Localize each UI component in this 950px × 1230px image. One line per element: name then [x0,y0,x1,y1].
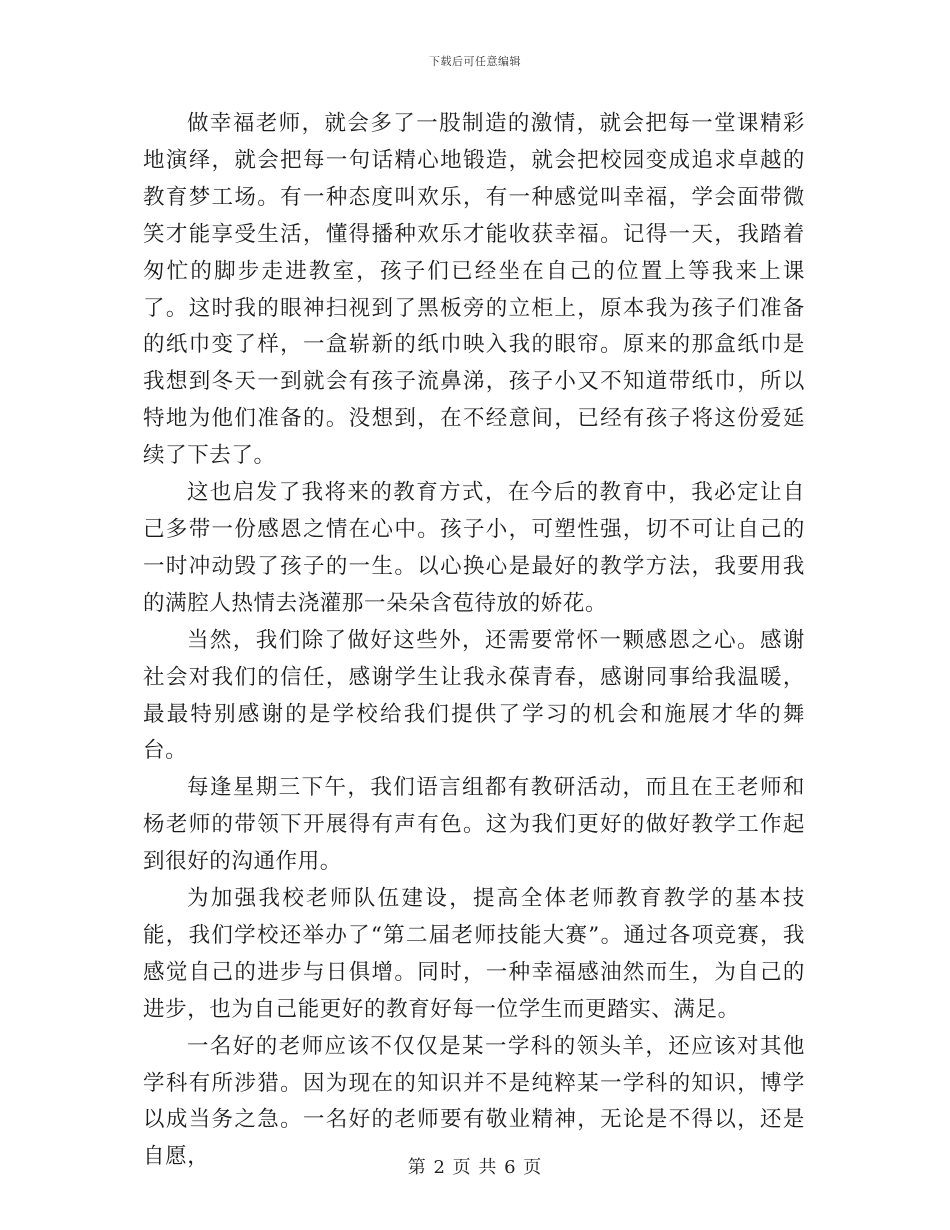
document-body [143,106,805,1176]
paragraph: 这也启发了我将来的教育方式，在今后的教育中，我必定让自己多带一份感恩之情在心中。孩子小，可塑性强，切不可让自己的一时冲动毁了孩子的一生。以心换心是最好的教学方法，我要用我的满腔人热情去浇灌那一朵朵含苞待放的娇花。 [143,480,805,616]
paragraph: 每逢星期三下午，我们语言组都有教研活动，而且在王老师和杨老师的带领下开展得有声有色。这为我们更好的做好教学工作起到很好的沟通作用。 [143,775,805,875]
page-number: 第 2 页 共 6 页 [407,1157,543,1178]
page-header: 下载后可任意编辑 [429,55,521,68]
paragraph: 当然，我们除了做好这些外，还需要常怀一颗感恩之心。感谢社会对我们的信任，感谢学生让我永葆青春，感谢同事给我温暖，最最特别感谢的是学校给我们提供了学习的机会和施展才华的舞台。 [143,627,805,764]
paragraph: 为加强我校老师队伍建设，提高全体老师教育教学的基本技能，我们学校还举办了“第二届老师技能大赛”。通过各项竞赛，我感觉自己的进步与日俱增。同时，一种幸福感油然而生，为自己的进步，也为自己能更好的教育好每一位学生而更踏实、满足。 [143,886,805,1022]
paragraph: 做幸福老师，就会多了一股制造的激情，就会把每一堂课精彩地演绎，就会把每一句话精心地锻造，就会把校园变成追求卓越的教育梦工场。有一种态度叫欢乐，有一种感觉叫幸福，学会面带微笑才能享受生活，懂得播种欢乐才能收获幸福。记得一天，我踏着匆忙的脚步走进教室，孩子们已经坐在自己的位置上等我来上课了。这时我的眼神扫视到了黑板旁的立柜上，原本我为孩子们准备的纸巾变了样，一盒崭新的纸巾映入我的眼帘。原来的那盒纸巾是我想到冬天一到就会有孩子流鼻涕，孩子小又不知道带纸巾，所以特地为他们准备的。没想到，在不经意间，已经有孩子将这份爱延续了下去了。 [143,111,805,469]
paragraph: 一名好的老师应该不仅仅是某一学科的领头羊，还应该对其他学科有所涉猎。因为现在的知识并不是纯粹某一学科的知识，博学以成当务之急。一名好的老师要有敬业精神，无论是不得以，还是自愿， [143,1033,805,1170]
